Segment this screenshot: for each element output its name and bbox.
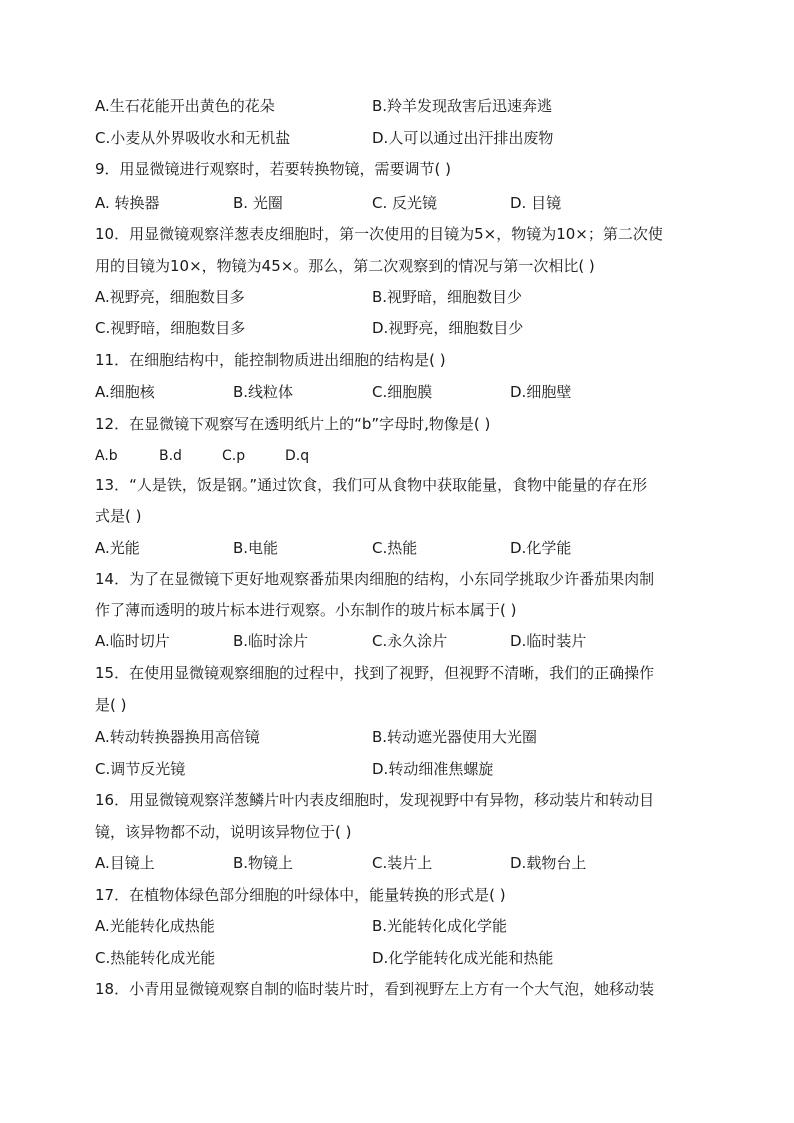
q11-option-b: B.线粒体 — [233, 383, 294, 401]
q14-stem-line2: 作了薄而透明的玻片标本进行观察。小东制作的玻片标本属于( ) — [95, 601, 517, 619]
q15-stem-line1: 15．在使用显微镜观察细胞的过程中，找到了视野，但视野不清晰，我们的正确操作 — [95, 664, 655, 682]
q12-stem: 12．在显微镜下观察写在透明纸片上的“b”字母时,物像是( ) — [95, 415, 491, 433]
q10-option-b: B.视野暗，细胞数目少 — [372, 288, 523, 306]
q17-option-b: B.光能转化成化学能 — [372, 917, 508, 935]
q14-option-c: C.永久涂片 — [372, 632, 448, 650]
q13-option-d: D.化学能 — [510, 539, 572, 557]
q16-option-d: D.载物台上 — [510, 854, 587, 872]
q9-option-c: C. 反光镜 — [372, 194, 438, 212]
q17-option-a: A.光能转化成热能 — [95, 917, 215, 935]
q13-stem-line1: 13．“人是铁，饭是钢。”通过饮食，我们可从食物中获取能量，食物中能量的存在形 — [95, 476, 648, 494]
q8-option-a: A.生石花能开出黄色的花朵 — [95, 97, 275, 115]
q16-option-c: C.装片上 — [372, 854, 433, 872]
q11-option-a: A.细胞核 — [95, 383, 155, 401]
q16-stem-line1: 16．用显微镜观察洋葱鳞片叶内表皮细胞时，发现视野中有异物，移动装片和转动目 — [95, 791, 655, 809]
q10-option-c: C.视野暗，细胞数目多 — [95, 319, 246, 337]
q14-option-b: B.临时涂片 — [233, 632, 309, 650]
q11-stem: 11．在细胞结构中，能控制物质进出细胞的结构是( ) — [95, 351, 446, 369]
q8-option-d: D.人可以通过出汗排出废物 — [372, 129, 554, 147]
q9-option-d: D. 目镜 — [510, 194, 562, 212]
q15-option-c: C.调节反光镜 — [95, 760, 186, 778]
q17-stem: 17．在植物体绿色部分细胞的叶绿体中，能量转换的形式是( ) — [95, 886, 506, 904]
q14-stem-line1: 14．为了在显微镜下更好地观察番茄果肉细胞的结构，小东同学挑取少许番茄果肉制 — [95, 570, 655, 588]
q16-stem-line2: 镜，该异物都不动，说明该异物位于( ) — [95, 823, 352, 841]
q13-stem-line2: 式是( ) — [95, 507, 142, 525]
q11-option-c: C.细胞膜 — [372, 383, 433, 401]
q10-option-d: D.视野亮，细胞数目少 — [372, 319, 524, 337]
q14-option-d: D.临时装片 — [510, 632, 587, 650]
q17-option-d: D.化学能转化成光能和热能 — [372, 949, 554, 967]
q15-option-d: D.转动细准焦螺旋 — [372, 760, 494, 778]
q18-stem-line1: 18．小青用显微镜观察自制的临时装片时，看到视野左上方有一个大气泡，她移动装 — [95, 980, 655, 998]
q10-option-a: A.视野亮，细胞数目多 — [95, 288, 245, 306]
q12-option-a: A.b — [95, 448, 118, 464]
q9-option-b: B. 光圈 — [233, 194, 283, 212]
q15-option-a: A.转动转换器换用高倍镜 — [95, 728, 260, 746]
q8-option-c: C.小麦从外界吸收水和无机盐 — [95, 129, 291, 147]
q13-option-a: A.光能 — [95, 539, 140, 557]
q10-stem-line2: 用的目镜为10×，物镜为45×。那么，第二次观察到的情况与第一次相比( ) — [95, 257, 595, 275]
q14-option-a: A.临时切片 — [95, 632, 170, 650]
q10-stem-line1: 10．用显微镜观察洋葱表皮细胞时，第一次使用的目镜为5×，物镜为10×；第二次使 — [95, 225, 663, 243]
q12-option-c: C.p — [222, 448, 246, 464]
q13-option-b: B.电能 — [233, 539, 279, 557]
q16-option-b: B.物镜上 — [233, 854, 294, 872]
q16-option-a: A.目镜上 — [95, 854, 155, 872]
q15-stem-line2: 是( ) — [95, 696, 127, 714]
q12-option-b: B.d — [159, 448, 182, 464]
q8-option-b: B.羚羊发现敌害后迅速奔逃 — [372, 97, 553, 115]
q13-option-c: C.热能 — [372, 539, 418, 557]
q11-option-d: D.细胞壁 — [510, 383, 572, 401]
q9-stem: 9．用显微镜进行观察时，若要转换物镜，需要调节( ) — [95, 160, 452, 178]
q15-option-b: B.转动遮光器使用大光圈 — [372, 728, 538, 746]
q12-option-d: D.q — [285, 448, 310, 464]
q17-option-c: C.热能转化成光能 — [95, 949, 216, 967]
q9-option-a: A. 转换器 — [95, 194, 160, 212]
